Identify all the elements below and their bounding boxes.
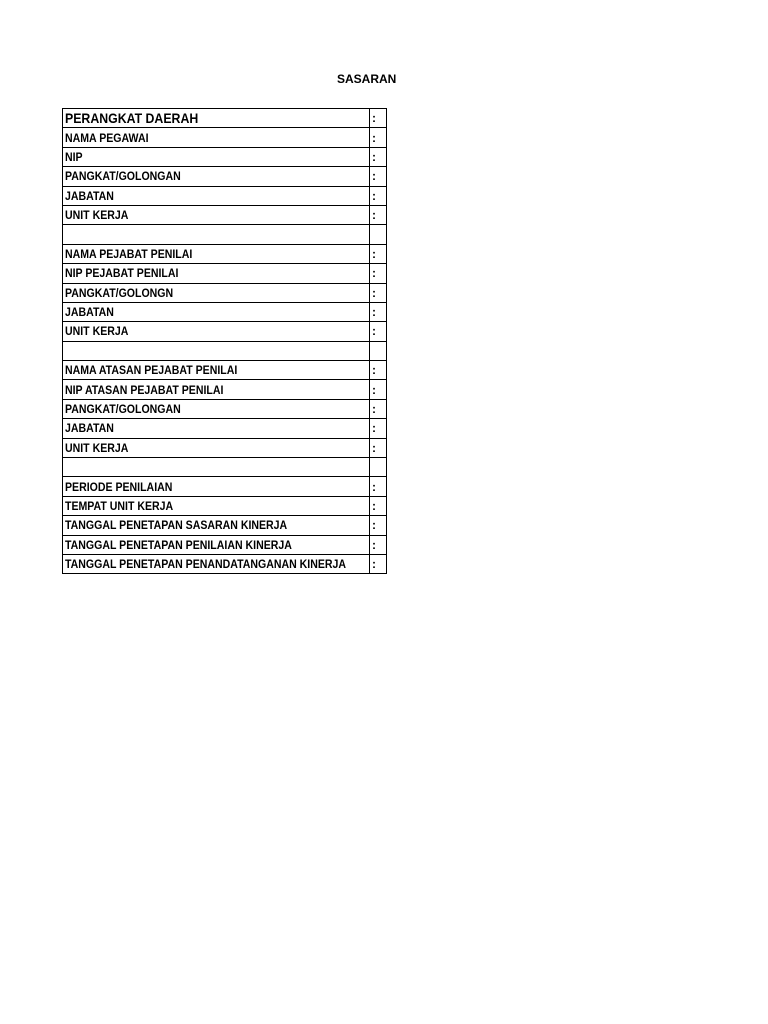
form-field-label-text: NAMA PEGAWAI (65, 130, 149, 145)
form-field-label-text: NIP ATASAN PEJABAT PENILAI (65, 382, 224, 397)
form-field-label (63, 205, 370, 224)
form-row (63, 322, 387, 341)
form-field-label-text: PANGKAT/GOLONGAN (65, 402, 181, 417)
form-field-label (63, 477, 370, 496)
form-field-label (63, 419, 370, 438)
page-title: SASARAN (337, 72, 397, 86)
form-field-label-text: TANGGAL PENETAPAN SASARAN KINERJA (65, 518, 288, 533)
form-row (63, 380, 387, 399)
form-field-label (63, 186, 370, 205)
form-field-colon: : (370, 322, 387, 341)
form-field-colon: : (370, 186, 387, 205)
form-field-label-text: TANGGAL PENETAPAN PENANDATANGANAN KINERJA (65, 557, 347, 572)
form-field-label-text: UNIT KERJA (65, 440, 129, 455)
form-field-label (63, 554, 370, 573)
form-field-label (63, 283, 370, 302)
form-field-colon: : (370, 147, 387, 166)
form-field-label-text: PERIODE PENILAIAN (65, 479, 173, 494)
form-row (63, 167, 387, 186)
form-row (63, 361, 387, 380)
form-field-label-text: NIP PEJABAT PENILAI (65, 266, 179, 281)
form-field-label-text: NAMA PEJABAT PENILAI (65, 246, 193, 261)
form-field-colon: : (370, 244, 387, 263)
form-row (63, 554, 387, 573)
form-row (63, 302, 387, 321)
form-field-colon: : (370, 264, 387, 283)
form-field-colon: : (370, 283, 387, 302)
form-field-label (63, 535, 370, 554)
form-field-colon: : (370, 109, 387, 128)
form-spacer-row (63, 341, 387, 360)
form-row (63, 535, 387, 554)
form-row (63, 147, 387, 166)
form-header-label (63, 109, 370, 128)
form-table-body (63, 109, 387, 574)
form-field-label (63, 438, 370, 457)
form-row (63, 244, 387, 263)
form-field-label-text: JABATAN (65, 188, 114, 203)
form-row (63, 186, 387, 205)
form-field-label (63, 516, 370, 535)
form-row (63, 205, 387, 224)
form-field-colon: : (370, 167, 387, 186)
form-field-label-text: TANGGAL PENETAPAN PENILAIAN KINERJA (65, 537, 292, 552)
form-field-colon: : (370, 535, 387, 554)
form-field-label (63, 341, 370, 360)
form-field-colon: : (370, 380, 387, 399)
form-row (63, 264, 387, 283)
form-field-label-text: JABATAN (65, 305, 114, 320)
form-row (63, 109, 387, 128)
form-row (63, 496, 387, 515)
form-field-colon: : (370, 205, 387, 224)
form-field-colon: : (370, 477, 387, 496)
form-field-label (63, 302, 370, 321)
form-row (63, 283, 387, 302)
form-row (63, 477, 387, 496)
form-field-colon: : (370, 496, 387, 515)
form-field-label (63, 399, 370, 418)
form-field-colon: : (370, 554, 387, 573)
form-field-label (63, 496, 370, 515)
form-field-label-text: NAMA ATASAN PEJABAT PENILAI (65, 363, 238, 378)
form-field-label (63, 458, 370, 477)
form-field-colon (370, 225, 387, 244)
form-field-colon (370, 458, 387, 477)
form-field-label (63, 361, 370, 380)
form-field-label (63, 147, 370, 166)
form-field-label-text: PANGKAT/GOLONGAN (65, 169, 181, 184)
form-row (63, 399, 387, 418)
form-field-label-text: NIP (65, 149, 83, 164)
form-field-label-text: UNIT KERJA (65, 208, 129, 223)
identity-form-table (62, 108, 387, 574)
form-field-label-text: PERANGKAT DAERAH (65, 110, 199, 127)
form-spacer-row (63, 458, 387, 477)
form-field-label (63, 322, 370, 341)
form-row (63, 419, 387, 438)
form-field-label (63, 128, 370, 147)
form-row (63, 516, 387, 535)
form-spacer-row (63, 225, 387, 244)
form-field-colon: : (370, 128, 387, 147)
form-field-colon: : (370, 419, 387, 438)
form-row (63, 438, 387, 457)
form-field-label-text: UNIT KERJA (65, 324, 129, 339)
form-field-colon: : (370, 302, 387, 321)
form-field-label (63, 225, 370, 244)
form-row (63, 128, 387, 147)
form-field-colon: : (370, 399, 387, 418)
form-field-label-text: PANGKAT/GOLONGN (65, 285, 174, 300)
form-field-colon: : (370, 516, 387, 535)
form-field-label (63, 167, 370, 186)
form-field-label (63, 244, 370, 263)
form-field-label (63, 264, 370, 283)
form-field-label (63, 380, 370, 399)
form-field-label-text: TEMPAT UNIT KERJA (65, 499, 174, 513)
form-field-colon: : (370, 438, 387, 457)
form-field-colon (370, 341, 387, 360)
form-field-colon: : (370, 361, 387, 380)
form-field-label-text: JABATAN (65, 421, 114, 436)
